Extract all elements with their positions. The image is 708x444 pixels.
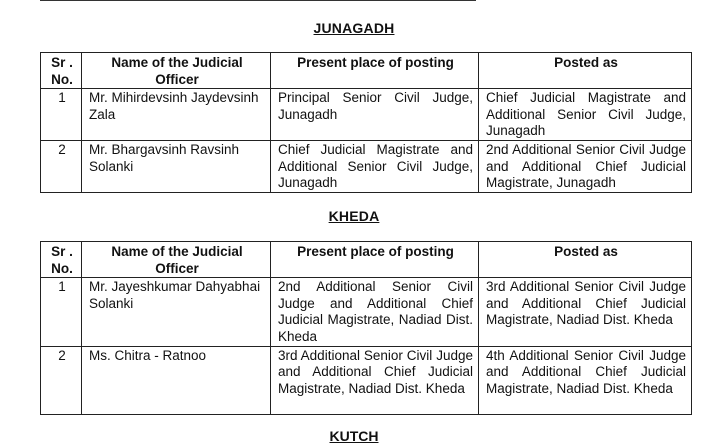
section-heading-kheda: KHEDA bbox=[328, 208, 380, 224]
cell-present-posting: Principal Senior Civil Judge, Junagadh bbox=[271, 89, 479, 141]
header-present-posting: Present place of posting bbox=[271, 242, 479, 278]
header-sr-no: Sr . No. bbox=[41, 242, 82, 278]
cell-sr: 2 bbox=[41, 140, 82, 192]
table-header-row bbox=[41, 53, 692, 89]
section-heading-kutch: KUTCH bbox=[329, 428, 379, 444]
cell-officer-name: Mr. Mihirdevsinh Jaydevsinh Zala bbox=[82, 89, 271, 141]
cell-officer-name: Mr. Jayeshkumar Dahyabhai Solanki bbox=[82, 278, 271, 346]
cell-posted-as: Chief Judicial Magistrate and Additional Senior Civil Judge, Junagadh bbox=[479, 89, 692, 141]
cell-posted-as: 4th Additional Senior Civil Judge and Additional Chief Judicial Magistrate, Nadiad Dist. Kheda bbox=[479, 346, 692, 414]
cell-sr: 2 bbox=[41, 346, 82, 414]
cell-posted-as: 3rd Additional Senior Civil Judge and Additional Chief Judicial Magistrate, Nadiad Dist. Kheda bbox=[479, 278, 692, 346]
header-posted-as: Posted as bbox=[479, 53, 692, 89]
table-header-row bbox=[41, 242, 692, 278]
header-officer-name: Name of the Judicial Officer bbox=[82, 53, 271, 89]
cell-sr: 1 bbox=[41, 89, 82, 141]
cell-posted-as: 2nd Additional Senior Civil Judge and Additional Chief Judicial Magistrate, Junagadh bbox=[479, 140, 692, 192]
cell-present-posting: Chief Judicial Magistrate and Additional Senior Civil Judge, Junagadh bbox=[271, 140, 479, 192]
cell-present-posting: 3rd Additional Senior Civil Judge and Additional Chief Judicial Magistrate, Nadiad Dist. Kheda bbox=[271, 346, 479, 414]
section-heading-junagadh: JUNAGADH bbox=[313, 20, 395, 36]
cell-officer-name: Ms. Chitra - Ratnoo bbox=[82, 346, 271, 414]
table-row bbox=[41, 278, 692, 346]
cell-present-posting: 2nd Additional Senior Civil Judge and Additional Chief Judicial Magistrate, Nadiad Dist. Kheda bbox=[271, 278, 479, 346]
cell-officer-name: Mr. Bhargavsinh Ravsinh Solanki bbox=[82, 140, 271, 192]
top-rule bbox=[40, 0, 476, 1]
cell-sr: 1 bbox=[41, 278, 82, 346]
header-officer-name: Name of the Judicial Officer bbox=[82, 242, 271, 278]
posting-table-kheda bbox=[40, 241, 692, 415]
table-row bbox=[41, 140, 692, 192]
posting-table-junagadh bbox=[40, 52, 692, 193]
table-row bbox=[41, 89, 692, 141]
header-posted-as: Posted as bbox=[479, 242, 692, 278]
header-sr-no: Sr . No. bbox=[41, 53, 82, 89]
table-row bbox=[41, 346, 692, 414]
header-present-posting: Present place of posting bbox=[271, 53, 479, 89]
